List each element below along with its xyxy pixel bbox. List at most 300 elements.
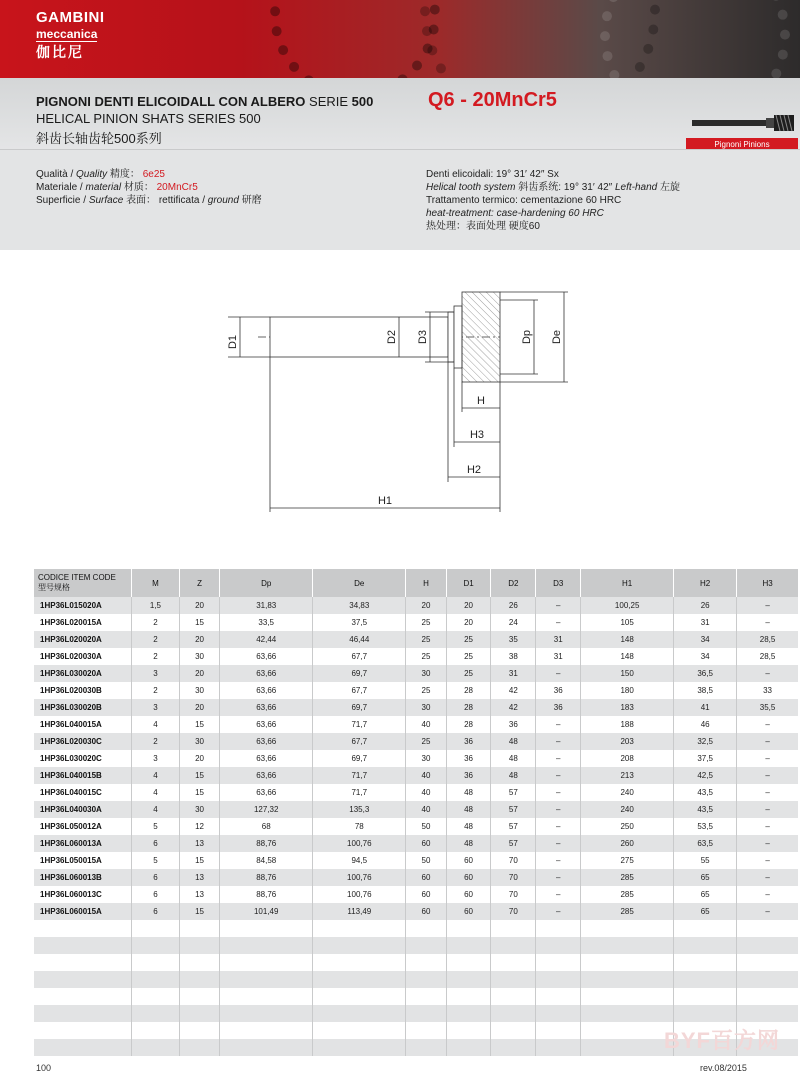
- table-cell: 42,44: [220, 631, 313, 648]
- revision: rev.08/2015: [700, 1063, 747, 1073]
- table-cell: 40: [406, 784, 446, 801]
- table-row-empty: [34, 1005, 798, 1022]
- specifications-panel: [0, 149, 800, 250]
- table-cell: 30: [179, 801, 219, 818]
- table-body: [34, 597, 798, 1056]
- table-cell-empty: [132, 1005, 180, 1022]
- table-cell: 25: [446, 631, 491, 648]
- table-cell: 25: [406, 631, 446, 648]
- table-cell-empty: [179, 988, 219, 1005]
- table-cell: 2: [132, 631, 180, 648]
- table-cell-empty: [406, 954, 446, 971]
- table-cell: 33,5: [220, 614, 313, 631]
- table-cell: 67,7: [313, 733, 406, 750]
- table-cell: 25: [406, 733, 446, 750]
- col-de: De: [313, 569, 406, 597]
- cell-code: 1HP36L015020A: [34, 597, 132, 614]
- table-cell: 6: [132, 869, 180, 886]
- table-cell-empty: [220, 954, 313, 971]
- table-cell: 12: [179, 818, 219, 835]
- table-cell: 43,5: [674, 801, 737, 818]
- table-cell-empty: [491, 920, 536, 937]
- pinion-thumbnail-icon: [690, 114, 798, 132]
- table-cell: –: [536, 716, 581, 733]
- table-cell: 60: [446, 852, 491, 869]
- table-cell: 2: [132, 733, 180, 750]
- table-cell: 3: [132, 665, 180, 682]
- table-cell-empty: [179, 1005, 219, 1022]
- table-cell-empty: [34, 937, 132, 954]
- table-cell-empty: [446, 920, 491, 937]
- table-cell-empty: [581, 1039, 674, 1056]
- table-cell-empty: [674, 988, 737, 1005]
- table-row: [34, 648, 798, 665]
- table-cell-empty: [406, 937, 446, 954]
- quality-line: Qualità / Quality 精度： 6e25: [36, 169, 165, 180]
- table-cell-empty: [179, 1039, 219, 1056]
- table-cell: 67,7: [313, 648, 406, 665]
- table-cell: 2: [132, 648, 180, 665]
- table-cell-empty: [446, 988, 491, 1005]
- table-cell: 101,49: [220, 903, 313, 920]
- table-cell-empty: [491, 1022, 536, 1039]
- table-cell: –: [765, 822, 770, 831]
- table-cell: –: [765, 890, 770, 899]
- table-cell: –: [737, 665, 798, 682]
- table-cell: 31: [536, 631, 581, 648]
- table-cell: 69,7: [313, 750, 406, 767]
- table-cell: 41: [674, 699, 737, 716]
- cell-code: 1HP36L020030C: [34, 733, 132, 750]
- table-cell: 31: [674, 614, 737, 631]
- table-cell: 31,83: [220, 597, 313, 614]
- table-cell-empty: [536, 988, 581, 1005]
- cell-code: 1HP36L040015A: [34, 716, 132, 733]
- table-cell-empty: [313, 1022, 406, 1039]
- table-cell: 63,66: [220, 750, 313, 767]
- helical-line: Helical tooth system 斜齿系统: 19° 31′ 42″ Left-hand 左旋: [426, 182, 680, 193]
- table-cell: –: [536, 801, 581, 818]
- table-cell: 35: [491, 631, 536, 648]
- table-row: [34, 784, 798, 801]
- table-cell: 68: [220, 818, 313, 835]
- watermark: BYF百方网: [664, 1028, 781, 1053]
- table-cell: 260: [581, 835, 674, 852]
- col-dp: Dp: [220, 569, 313, 597]
- table-cell-empty: [491, 954, 536, 971]
- dim-h2: H2: [466, 464, 482, 476]
- cell-code: 1HP36L060015A: [34, 903, 132, 920]
- table-cell-empty: [406, 988, 446, 1005]
- table-cell-empty: [674, 954, 737, 971]
- table-row-empty: [34, 920, 798, 937]
- table-cell-empty: [581, 954, 674, 971]
- cell-code: 1HP36L030020A: [34, 665, 132, 682]
- table-cell: 4: [132, 767, 180, 784]
- table-cell-empty: [491, 971, 536, 988]
- table-cell: 42: [491, 699, 536, 716]
- table-cell-empty: [581, 971, 674, 988]
- table-cell: 88,76: [220, 886, 313, 903]
- table-cell: 275: [581, 852, 674, 869]
- table-cell: –: [536, 818, 581, 835]
- table-cell: 48: [446, 784, 491, 801]
- table-cell: 285: [581, 886, 674, 903]
- dim-d2: D2: [386, 329, 398, 345]
- table-cell: 26: [491, 597, 536, 614]
- cell-code: 1HP36L060013C: [34, 886, 132, 903]
- table-cell: 60: [446, 886, 491, 903]
- table-cell: 34: [674, 648, 737, 665]
- table-cell: 70: [491, 852, 536, 869]
- table-header-row: [34, 569, 798, 597]
- table-cell-empty: [406, 920, 446, 937]
- cell-code: 1HP36L020020A: [34, 631, 132, 648]
- table-cell: 32,5: [674, 733, 737, 750]
- table-cell: 6: [132, 886, 180, 903]
- table-row: [34, 852, 798, 869]
- table-cell: 30: [179, 682, 219, 699]
- category-tag: Pignoni Pinions: [686, 138, 798, 151]
- table-cell: 69,7: [313, 699, 406, 716]
- title-italian: PIGNONI DENTI ELICOIDALL CON ALBERO SERIE 500: [36, 94, 374, 109]
- brand-subname: meccanica: [36, 27, 98, 41]
- table-cell-empty: [737, 937, 798, 954]
- dim-d1: D1: [227, 334, 239, 350]
- table-cell: 67,7: [313, 682, 406, 699]
- table-cell-empty: [581, 937, 674, 954]
- cell-code: 1HP36L050012A: [34, 818, 132, 835]
- table-row: [34, 682, 798, 699]
- table-cell: 42: [491, 682, 536, 699]
- cell-code: 1HP36L060013B: [34, 869, 132, 886]
- table-cell-empty: [132, 971, 180, 988]
- table-cell-empty: [491, 1005, 536, 1022]
- table-cell: 70: [491, 886, 536, 903]
- table-cell: 31: [491, 665, 536, 682]
- table-cell: 28: [446, 699, 491, 716]
- brand-name: GAMBINI: [36, 9, 105, 26]
- table-cell-empty: [581, 920, 674, 937]
- table-cell: –: [765, 788, 770, 797]
- header-banner: [0, 0, 800, 78]
- table-cell-empty: [34, 954, 132, 971]
- table-cell: 285: [581, 903, 674, 920]
- table-cell-empty: [34, 1022, 132, 1039]
- table-cell: 203: [581, 733, 674, 750]
- table-cell: 148: [581, 631, 674, 648]
- col-h1: H1: [581, 569, 674, 597]
- table-cell-empty: [674, 1005, 737, 1022]
- table-cell: 30: [179, 733, 219, 750]
- table-cell: 42,5: [674, 767, 737, 784]
- page-number: 100: [36, 1063, 52, 1073]
- table-cell: 50: [406, 818, 446, 835]
- table-cell-empty: [313, 971, 406, 988]
- technical-drawing: [200, 282, 600, 522]
- specs-left: [36, 168, 262, 207]
- table-cell: –: [536, 597, 581, 614]
- col-d3: D3: [536, 569, 581, 597]
- table-cell: 135,3: [313, 801, 406, 818]
- table-cell-empty: [536, 954, 581, 971]
- table-cell: 37,5: [313, 614, 406, 631]
- cell-code: 1HP36L030020C: [34, 750, 132, 767]
- table-cell-empty: [674, 920, 737, 937]
- table-cell-empty: [34, 988, 132, 1005]
- table-cell: 100,25: [581, 597, 674, 614]
- table-cell: 100,76: [313, 886, 406, 903]
- table-cell-empty: [132, 1022, 180, 1039]
- table-cell-empty: [446, 937, 491, 954]
- table-cell-empty: [313, 988, 406, 1005]
- table-cell: 60: [446, 903, 491, 920]
- table-cell: 63,66: [220, 682, 313, 699]
- table-cell: 70: [491, 869, 536, 886]
- cell-code: 1HP36L040015B: [34, 767, 132, 784]
- table-cell: 50: [406, 852, 446, 869]
- table-cell: 2: [132, 682, 180, 699]
- table-cell: –: [765, 720, 770, 729]
- table-cell-empty: [179, 937, 219, 954]
- table-cell: 15: [179, 716, 219, 733]
- table-cell: 40: [406, 716, 446, 733]
- table-cell: 4: [132, 801, 180, 818]
- table-cell-empty: [406, 1005, 446, 1022]
- table-cell: 1,5: [132, 597, 180, 614]
- table-cell-empty: [581, 1022, 674, 1039]
- table-cell: 25: [406, 648, 446, 665]
- table-cell: 65: [674, 903, 737, 920]
- table-cell: 60: [406, 835, 446, 852]
- table-cell-empty: [179, 1022, 219, 1039]
- table-cell: 4: [132, 716, 180, 733]
- table-cell: 63,66: [220, 716, 313, 733]
- table-cell: 208: [581, 750, 674, 767]
- table-cell-empty: [132, 920, 180, 937]
- table-cell: 63,66: [220, 699, 313, 716]
- table-cell-empty: [313, 954, 406, 971]
- table-cell: 48: [446, 801, 491, 818]
- teeth-line: Denti elicoidali: 19° 31′ 42″ Sx: [426, 169, 559, 180]
- table-cell: 46: [674, 716, 737, 733]
- table-cell: –: [536, 733, 581, 750]
- table-cell: –: [737, 733, 798, 750]
- table-cell-empty: [132, 988, 180, 1005]
- table-row-empty: [34, 954, 798, 971]
- table-row: [34, 767, 798, 784]
- table-cell: 34: [674, 631, 737, 648]
- table-cell: 69,7: [313, 665, 406, 682]
- table-cell: 30: [406, 665, 446, 682]
- col-h2: H2: [674, 569, 737, 597]
- dim-dp: Dp: [521, 329, 533, 345]
- table-cell: 25: [406, 614, 446, 631]
- table-cell: 35,5: [737, 699, 798, 716]
- table-cell-empty: [674, 937, 737, 954]
- table-cell: 36: [536, 682, 581, 699]
- surface-line: Superficie / Surface 表面： rettificata / ground 研磨: [36, 195, 262, 206]
- table-cell: 28: [446, 682, 491, 699]
- table-cell: –: [536, 835, 581, 852]
- table-cell: 63,66: [220, 767, 313, 784]
- table-cell: 31: [536, 648, 581, 665]
- table-cell: –: [737, 767, 798, 784]
- table-cell: 48: [446, 835, 491, 852]
- table-cell-empty: [446, 1039, 491, 1056]
- table-cell: 183: [581, 699, 674, 716]
- table-cell: 71,7: [313, 784, 406, 801]
- table-cell: 36: [491, 716, 536, 733]
- table-cell-empty: [220, 920, 313, 937]
- table-cell: 63,5: [674, 835, 737, 852]
- table-cell: 180: [581, 682, 674, 699]
- treatment-line: Trattamento termico: cementazione 60 HRC: [426, 195, 622, 206]
- table-cell: 40: [406, 767, 446, 784]
- table-cell-empty: [132, 954, 180, 971]
- cell-code: 1HP36L020015A: [34, 614, 132, 631]
- table-cell: 55: [674, 852, 737, 869]
- table-cell-empty: [536, 971, 581, 988]
- table-cell: 88,76: [220, 835, 313, 852]
- table-cell: 20: [179, 699, 219, 716]
- gear-graphic: [600, 0, 790, 78]
- table-cell: 285: [581, 869, 674, 886]
- table-cell: 88,76: [220, 869, 313, 886]
- table-cell: 30: [179, 648, 219, 665]
- table-cell-empty: [737, 954, 798, 971]
- specs-right: [426, 168, 680, 233]
- cell-code: 1HP36L060013A: [34, 835, 132, 852]
- table-cell: 36: [446, 767, 491, 784]
- table-cell: 63,66: [220, 665, 313, 682]
- table-cell-empty: [536, 1005, 581, 1022]
- table-cell: –: [737, 801, 798, 818]
- table-row-empty: [34, 971, 798, 988]
- table-cell-empty: [406, 1022, 446, 1039]
- table-cell: 240: [581, 801, 674, 818]
- table-cell-empty: [737, 971, 798, 988]
- table-cell: 38,5: [674, 682, 737, 699]
- gear-graphic: [270, 0, 440, 78]
- table-cell-empty: [446, 954, 491, 971]
- table-cell: –: [536, 903, 581, 920]
- material-code: Q6 - 20MnCr5: [428, 89, 557, 111]
- table-cell: 15: [179, 852, 219, 869]
- table-cell-empty: [179, 971, 219, 988]
- table-cell: 65: [674, 869, 737, 886]
- table-cell: 63,66: [220, 733, 313, 750]
- col-h: H: [406, 569, 446, 597]
- table-cell: 34,83: [313, 597, 406, 614]
- table-cell-empty: [313, 1039, 406, 1056]
- table-cell: 36,5: [674, 665, 737, 682]
- table-cell: 3: [132, 699, 180, 716]
- table-cell-empty: [491, 988, 536, 1005]
- brand-logo: [36, 10, 105, 61]
- cell-code: 1HP36L030020B: [34, 699, 132, 716]
- table-cell: 105: [581, 614, 674, 631]
- table-cell-empty: [536, 1039, 581, 1056]
- table-cell-empty: [34, 1039, 132, 1056]
- table-row: [34, 631, 798, 648]
- table-cell-empty: [34, 971, 132, 988]
- table-cell: 57: [491, 835, 536, 852]
- cell-code: 1HP36L050015A: [34, 852, 132, 869]
- table-cell-empty: [313, 1005, 406, 1022]
- table-cell-empty: [406, 971, 446, 988]
- table-cell: 36: [536, 699, 581, 716]
- table-cell: 20: [446, 614, 491, 631]
- table-cell: –: [536, 614, 581, 631]
- table-cell: 20: [446, 597, 491, 614]
- table-cell: 20: [179, 631, 219, 648]
- table-cell: 3: [132, 750, 180, 767]
- table-cell: 6: [132, 903, 180, 920]
- table-cell: 53,5: [674, 818, 737, 835]
- table-cell: 33: [763, 686, 773, 695]
- table-cell: 60: [406, 903, 446, 920]
- table-cell: –: [737, 903, 798, 920]
- col-d2: D2: [491, 569, 536, 597]
- table-cell: 60: [406, 886, 446, 903]
- table-cell-empty: [34, 1005, 132, 1022]
- table-cell: –: [536, 852, 581, 869]
- table-cell: –: [536, 869, 581, 886]
- table-cell: 5: [132, 852, 180, 869]
- table-cell: 5: [132, 818, 180, 835]
- heat-en-line: heat-treatment: case-hardening 60 HRC: [426, 208, 604, 219]
- col-m: M: [132, 569, 180, 597]
- cell-code: 1HP36L040030A: [34, 801, 132, 818]
- table-cell-empty: [34, 920, 132, 937]
- table-cell: –: [765, 754, 770, 763]
- table-cell: 46,44: [313, 631, 406, 648]
- table-cell: 148: [581, 648, 674, 665]
- table-cell-empty: [313, 920, 406, 937]
- table-cell-empty: [536, 920, 581, 937]
- heat-cn-line: 热处理：表面处理 硬度60: [426, 221, 540, 232]
- table-cell: 26: [674, 597, 737, 614]
- table-cell: 213: [581, 767, 674, 784]
- table-cell: 113,49: [313, 903, 406, 920]
- table-cell: 38: [491, 648, 536, 665]
- table-cell: –: [765, 856, 770, 865]
- table-cell-empty: [581, 988, 674, 1005]
- table-cell: 20: [179, 665, 219, 682]
- table-cell-empty: [536, 937, 581, 954]
- table-cell: 15: [179, 767, 219, 784]
- table-cell: 30: [406, 750, 446, 767]
- table-cell-empty: [581, 1005, 674, 1022]
- table-cell-empty: [446, 1005, 491, 1022]
- col-z: Z: [179, 569, 219, 597]
- table-cell: 188: [581, 716, 674, 733]
- table-row: [34, 801, 798, 818]
- table-cell: 150: [581, 665, 674, 682]
- table-cell: 48: [491, 733, 536, 750]
- table-cell: 25: [446, 665, 491, 682]
- table-cell: 71,7: [313, 767, 406, 784]
- table-row: [34, 886, 798, 903]
- table-cell: 57: [491, 801, 536, 818]
- table-row: [34, 903, 798, 920]
- table-cell: 37,5: [674, 750, 737, 767]
- table-cell: 25: [446, 648, 491, 665]
- dim-d3: D3: [417, 329, 429, 345]
- table-row: [34, 699, 798, 716]
- table-cell: 48: [446, 818, 491, 835]
